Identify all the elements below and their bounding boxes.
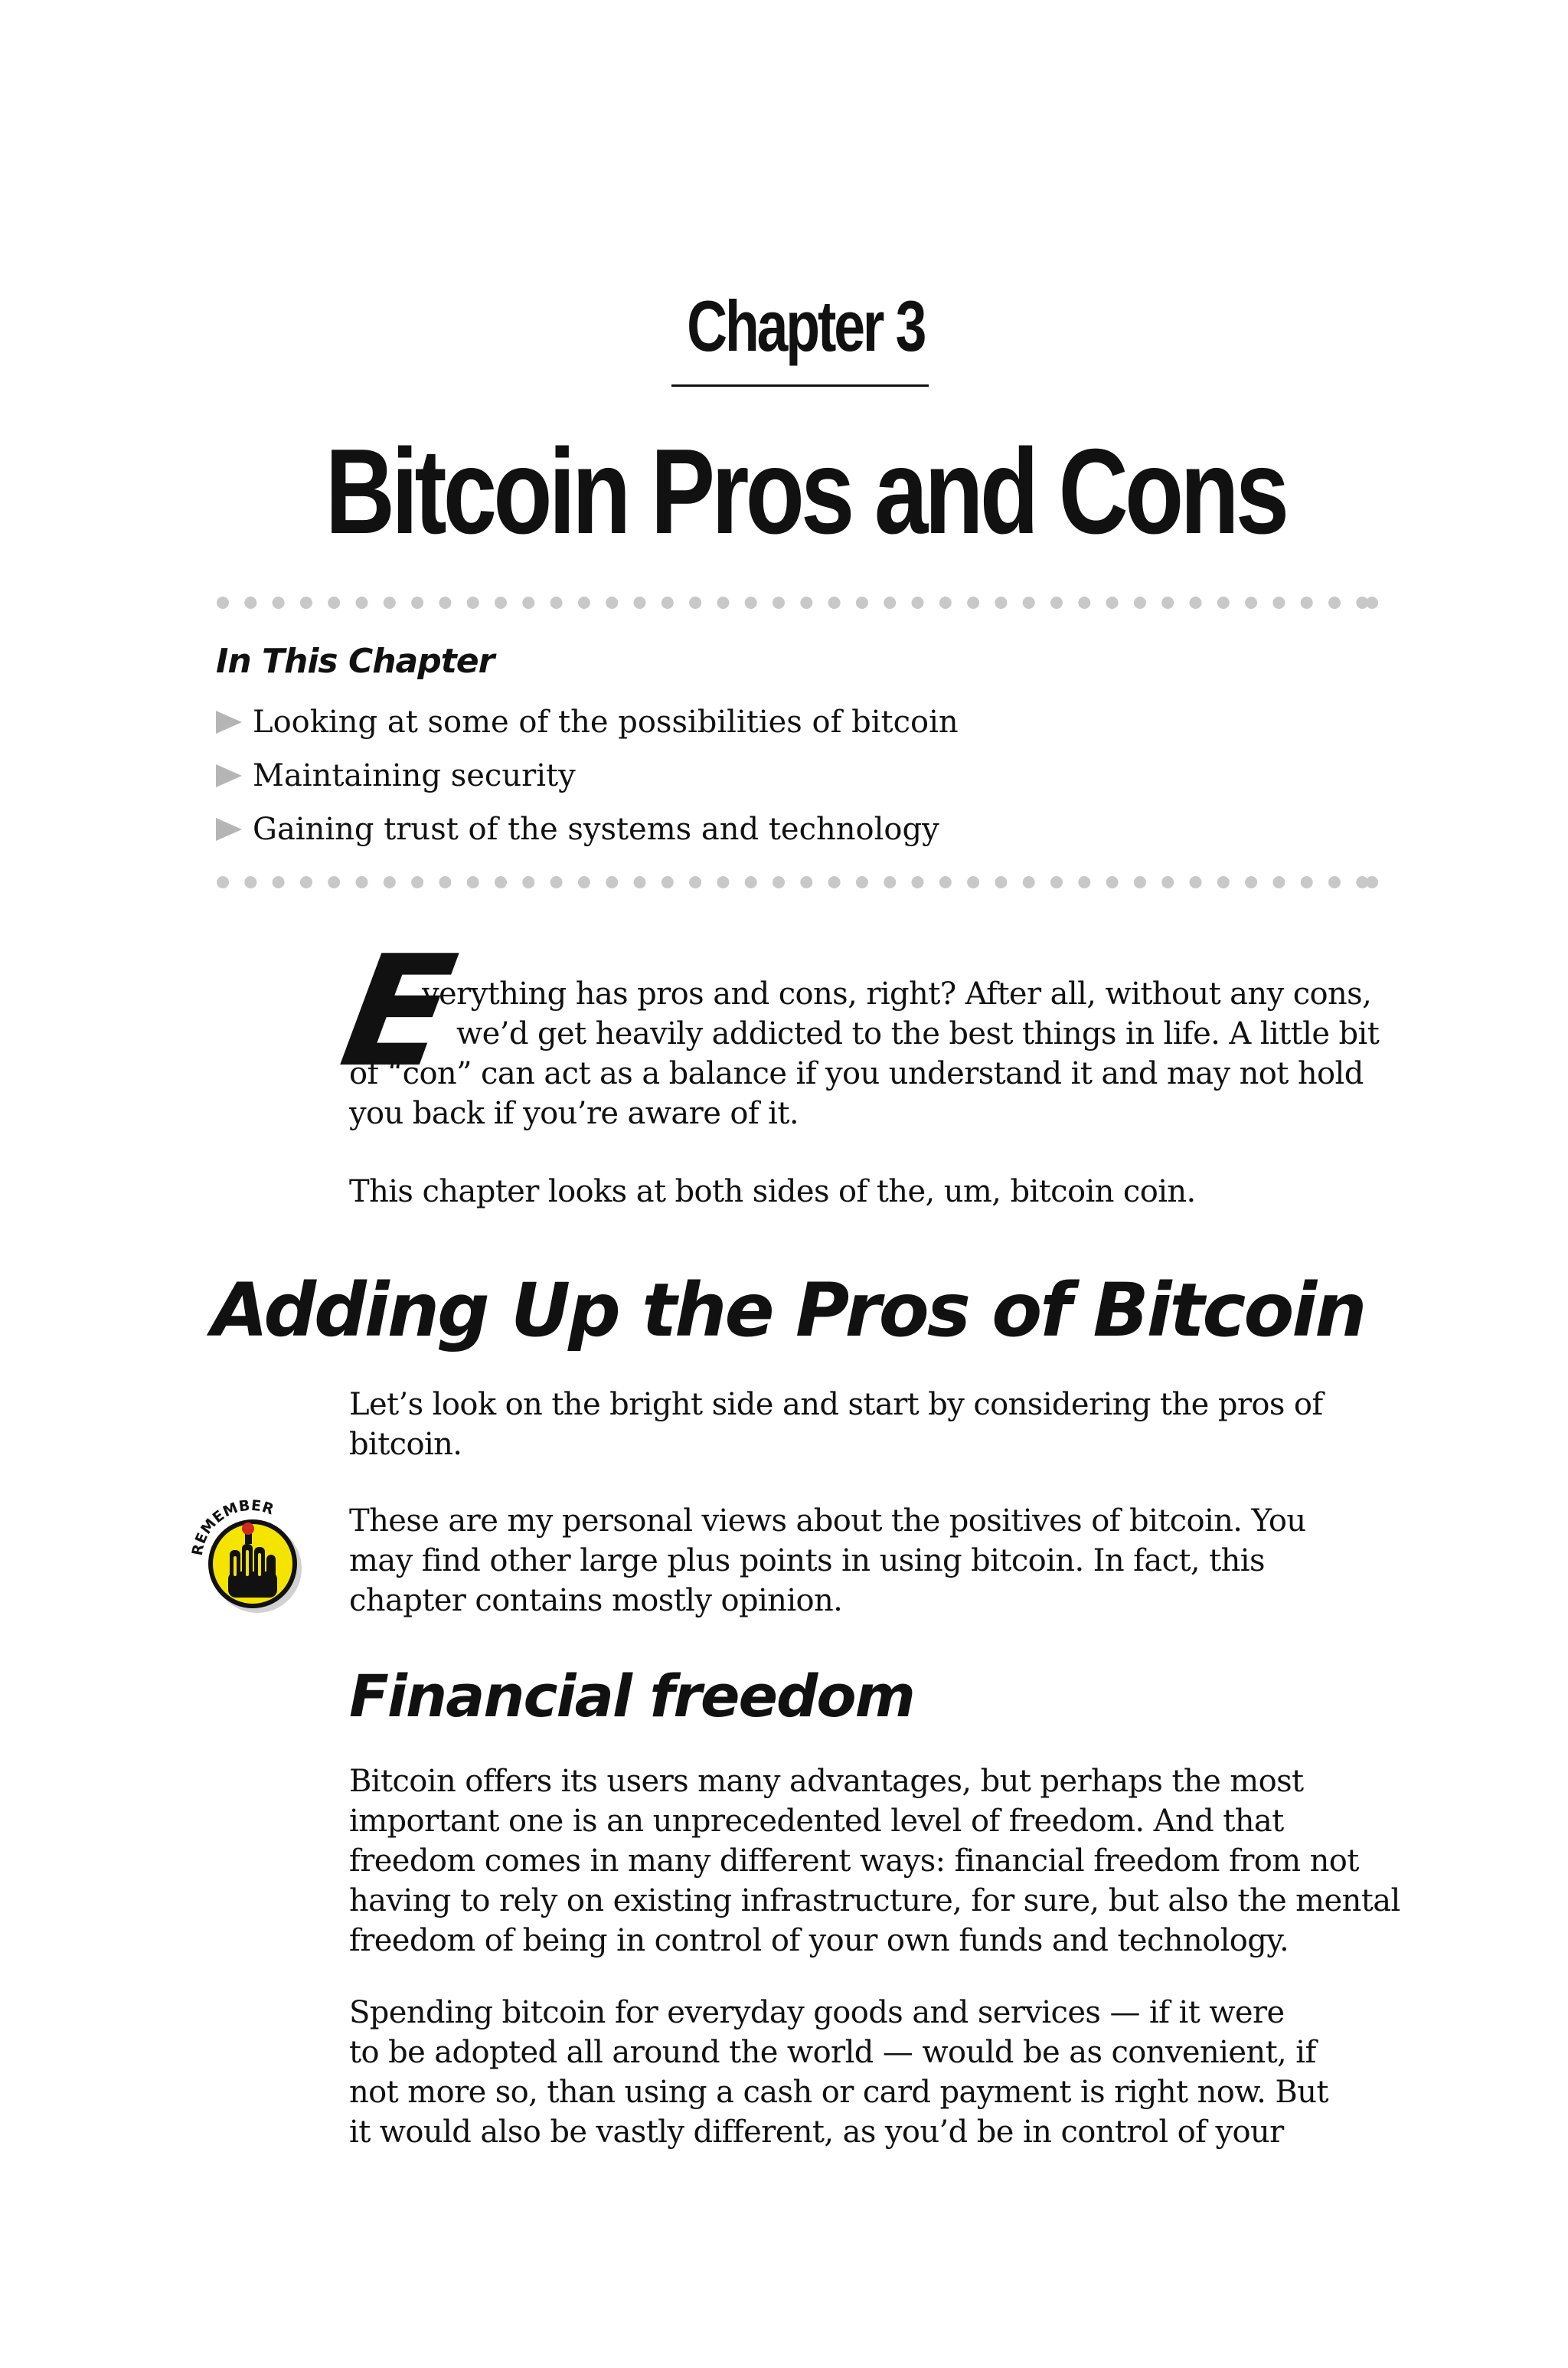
in-this-chapter-list	[213, 695, 959, 856]
list-item	[213, 749, 959, 803]
text-line: freedom of being in control of your own funds and technology.	[349, 1923, 1289, 1958]
divider-dot	[1272, 876, 1285, 888]
divider-dot	[411, 876, 423, 888]
text-line: bitcoin.	[349, 1427, 462, 1462]
divider-dot	[217, 597, 229, 609]
divider-dot	[1134, 876, 1146, 888]
text-line: Let’s look on the bright side and start by considering the pros of	[349, 1387, 1323, 1422]
subsection-heading: Financial freedom	[349, 1662, 914, 1730]
divider-dot	[717, 597, 729, 609]
divider-dot	[495, 597, 507, 609]
chapter-title: Bitcoin Pros and Cons	[325, 424, 1286, 559]
divider-dot	[1301, 597, 1313, 609]
divider-dot	[550, 597, 563, 609]
divider-dot	[939, 597, 952, 609]
divider-dot	[689, 597, 701, 609]
divider-dot	[439, 597, 451, 609]
divider-dot	[1190, 876, 1202, 888]
intro-paragraph	[349, 974, 1383, 1133]
divider-dot	[828, 876, 841, 888]
text-line: we’d get heavily addicted to the best things in life. A little bit	[456, 1016, 1380, 1052]
divider-dot	[939, 876, 952, 888]
in-this-chapter-heading: In This Chapter	[216, 642, 495, 681]
divider-dot	[1328, 597, 1341, 609]
remember-icon	[181, 1486, 318, 1624]
divider-dot	[411, 597, 423, 609]
intro-paragraph-2	[349, 1172, 1383, 1212]
triangle-bullet-icon	[213, 709, 247, 735]
divider-dot	[244, 597, 256, 609]
divider-dot	[1217, 597, 1230, 609]
triangle-bullet-icon	[213, 816, 247, 842]
subsection-paragraph-1	[349, 1761, 1400, 1961]
divider-dot	[1366, 876, 1378, 888]
divider-dot	[522, 876, 534, 888]
divider-dot	[328, 876, 340, 888]
divider-dot	[745, 876, 757, 888]
divider-dot	[717, 876, 729, 888]
text-line: it would also be vastly different, as you’d be in control of your	[349, 2115, 1284, 2150]
divider-dot	[689, 876, 701, 888]
divider-dot	[856, 597, 868, 609]
drop-cap: E	[330, 923, 467, 1101]
divider-dot	[273, 876, 285, 888]
divider-dot	[1161, 876, 1174, 888]
remember-paragraph	[349, 1501, 1383, 1621]
divider-dot	[328, 597, 340, 609]
divider-dot	[578, 597, 590, 609]
divider-dot	[384, 876, 396, 888]
text-line: verything has pros and cons, right? After all, without any cons,	[422, 976, 1372, 1012]
divider-dot	[550, 876, 563, 888]
dotted-divider-top	[216, 594, 1380, 611]
divider-dot	[273, 597, 285, 609]
divider-dot	[1161, 597, 1174, 609]
divider-dot	[356, 597, 368, 609]
divider-dot	[967, 876, 979, 888]
divider-dot	[662, 597, 674, 609]
list-item-text: Looking at some of the possibilities of bitcoin	[253, 705, 959, 740]
chapter-number: Chapter 3	[687, 286, 925, 366]
divider-dot	[800, 597, 812, 609]
subsection-paragraph-2	[349, 1993, 1383, 2152]
divider-dot	[1106, 876, 1119, 888]
text-line: may find other large plus points in using bitcoin. In fact, this	[349, 1543, 1265, 1578]
remember-icon-label: REMEMBER	[188, 1496, 276, 1557]
divider-dot	[1078, 597, 1090, 609]
divider-dot	[884, 597, 896, 609]
divider-dot	[773, 597, 785, 609]
divider-dot	[300, 597, 312, 609]
divider-dot	[467, 876, 479, 888]
section-heading: Adding Up the Pros of Bitcoin	[211, 1267, 1365, 1353]
divider-dot	[884, 876, 896, 888]
divider-dot	[522, 597, 534, 609]
divider-dot	[662, 876, 674, 888]
list-item-text: Gaining trust of the systems and technology	[253, 812, 939, 847]
text-line: chapter contains mostly opinion.	[349, 1583, 843, 1618]
divider-dot	[634, 876, 646, 888]
text-line: not more so, than using a cash or card payment is right now. But	[349, 2075, 1328, 2110]
text-line: Spending bitcoin for everyday goods and services — if it were	[349, 1995, 1285, 2030]
text-line: to be adopted all around the world — would be as convenient, if	[349, 2035, 1316, 2070]
divider-dot	[1106, 597, 1119, 609]
list-item	[213, 803, 959, 856]
divider-dot	[995, 597, 1007, 609]
divider-dot	[967, 597, 979, 609]
text-line: you back if you’re aware of it.	[349, 1096, 799, 1131]
list-item-text: Maintaining security	[253, 758, 576, 793]
divider-dot	[1245, 597, 1257, 609]
divider-dot	[606, 597, 618, 609]
divider-dot	[1050, 876, 1063, 888]
divider-dot	[1050, 597, 1063, 609]
divider-dot	[217, 876, 229, 888]
divider-dot	[800, 876, 812, 888]
divider-dot	[1328, 876, 1341, 888]
divider-dot	[1245, 876, 1257, 888]
divider-dot	[1134, 597, 1146, 609]
divider-dot	[1023, 597, 1035, 609]
divider-dot	[384, 597, 396, 609]
divider-dot	[856, 876, 868, 888]
divider-dot	[828, 597, 841, 609]
divider-dot	[634, 597, 646, 609]
divider-dot	[745, 597, 757, 609]
triangle-bullet-icon	[213, 763, 247, 789]
divider-dot	[1366, 597, 1378, 609]
divider-dot	[1023, 876, 1035, 888]
text-line: of “con” can act as a balance if you understand it and may not hold	[349, 1056, 1364, 1091]
text-line: Bitcoin offers its users many advantages, but perhaps the most	[349, 1764, 1304, 1799]
divider-dot	[356, 876, 368, 888]
text-line: This chapter looks at both sides of the, um, bitcoin coin.	[349, 1174, 1196, 1209]
divider-dot	[912, 876, 924, 888]
divider-dot	[300, 876, 312, 888]
text-line: freedom comes in many different ways: financial freedom from not	[349, 1843, 1359, 1879]
section-paragraph	[349, 1385, 1383, 1464]
divider-dot	[467, 597, 479, 609]
divider-dot	[1272, 597, 1285, 609]
chapter-underline	[671, 384, 929, 387]
divider-dot	[1217, 876, 1230, 888]
divider-dot	[912, 597, 924, 609]
divider-dot	[773, 876, 785, 888]
divider-dot	[495, 876, 507, 888]
divider-dot	[995, 876, 1007, 888]
text-line: important one is an unprecedented level of freedom. And that	[349, 1804, 1284, 1839]
divider-dot	[606, 876, 618, 888]
divider-dot	[1190, 597, 1202, 609]
divider-dot	[1078, 876, 1090, 888]
dotted-divider-bottom	[216, 874, 1380, 891]
divider-dot	[578, 876, 590, 888]
divider-dot	[244, 876, 256, 888]
divider-dot	[1301, 876, 1313, 888]
list-item	[213, 695, 959, 749]
text-line: having to rely on existing infrastructure, for sure, but also the mental	[349, 1883, 1400, 1918]
text-line: These are my personal views about the positives of bitcoin. You	[349, 1503, 1306, 1539]
divider-dot	[439, 876, 451, 888]
